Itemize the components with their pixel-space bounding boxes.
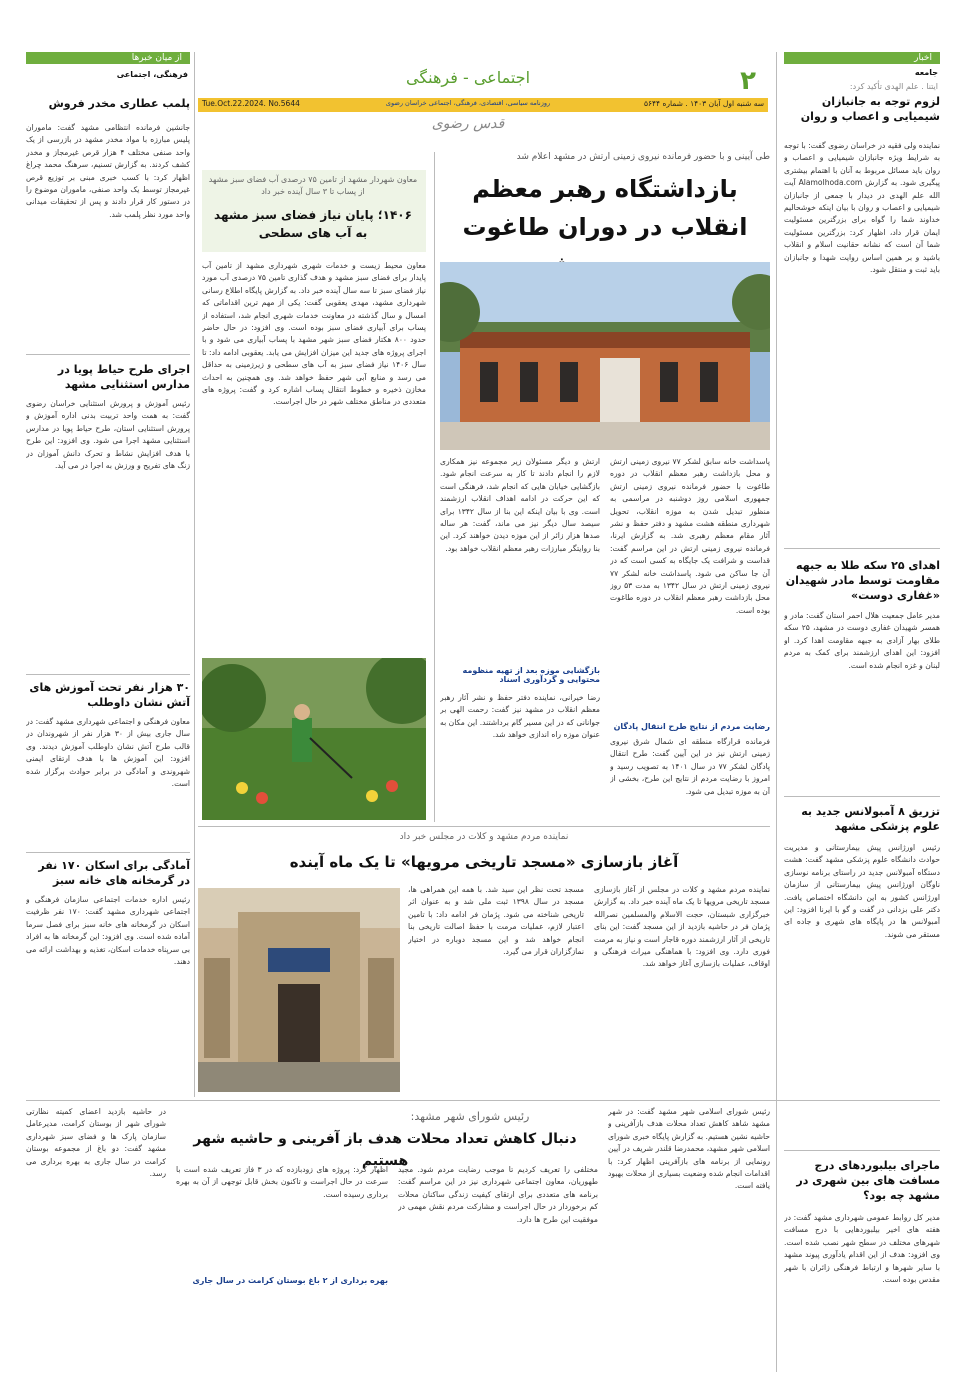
story-body: رئیس آموزش و پرورش استثنایی خراسان رضوی گفت: به همت واحد تربیت بدنی اداره آموزش و پرورش استثنایی استان، طرح حیاط پویا در مدارس استثنایی مشهد اجرا می شود. وی افزود: این طرح با هدف افزایش نشاط و تحرک دانش آموزان در زنگ های تفریح و ورزش به اجرا در می آید. — [26, 399, 190, 471]
right-column — [784, 52, 940, 1380]
story-title: اهدای ۲۵ سکه طلا به جبهه مقاومت توسط مادر شهیدان «غفاری دوست» — [785, 559, 940, 602]
lead-col1: پاسداشت خانه سابق لشکر ۷۷ نیروی زمینی ارتش و محل بازداشت رهبر معظم انقلاب در دوره طاغوت با حضور فرمانده نیروی زمینی ارتش جمهوری اسلامی روز دوشنبه در مراسمی به منظور تبدیل شدن به موزه انقلاب، تحویل شهرداری منطقه هشت مشهد و دفتر حفظ و نشر آثار مقام معظم رهبری شد. به گزارش ایرنا، فرمانده نیروی زمینی ارتش در این مراسم گفت: قداست و شرافت یک جایگاه به کسی است که در آن جا ساکن می شود. پاسداشت خانه لشکر ۷۷ نیروی زمینی ارتش در سال ۱۳۴۲ به مدت ۵۳ روز محل بازداشت رهبر معظم انقلاب در دوره طاغوت بوده است. — [610, 457, 770, 615]
story-title: اجرای طرح حیاط پویا در مدارس استثنایی مشهد — [57, 363, 190, 391]
story-title: پلمب عطاری مخدر فروش — [48, 97, 190, 110]
logo: قدس رضوی — [431, 116, 505, 132]
story-body: رئیس اورژانس پیش بیمارستانی و مدیریت حوادث دانشگاه علوم پزشکی مشهد گفت: هشت دستگاه آمبولانس جدید در راستای برنامه نوسازی ناوگان اورژانس پیش بیمارستانی از سازمان اورژانس کشور به این دانشگاه اختصاص یافت. دکتر علی بزدانی در گفت و گو با ایرنا افزود: این آمبولانس ها در پایگاه های شهری و جاده ای مستقر می شوند. — [784, 843, 940, 939]
lead-kicker: طی آیینی و با حضور فرمانده نیروی زمینی ارتش در مشهد اعلام شد — [516, 152, 770, 162]
bottom-far-left: در حاشیه بازدید اعضای کمیته نظارتی شورای شهر از بوستان کرامت، مدیرعامل سازمان پارک ها و فضای سبز شهرداری مشهد گفت: دو باغ از مجموعه بوستان کرامت در سال جاری به بهره برداری می رسد. — [26, 1107, 166, 1179]
story-body: معاون فرهنگی و اجتماعی شهرداری مشهد گفت: در سال جاری بیش از ۳۰ هزار نفر از شهروندان در قالب طرح آتش نشان داوطلب آموزش دیدند. وی افزود: این آموزش ها با هدف ارتقای ایمنی شهروندی و آمادگی در برابر حوادث برگزار شده است. — [26, 717, 190, 789]
story-title: آمادگی برای اسکان ۱۷۰ نفر در گرمخانه های خانه سبز — [38, 859, 190, 887]
story-body: جانشین فرمانده انتظامی مشهد گفت: ماموران پلیس مبارزه با مواد مخدر مشهد در بازرسی از یک واحد صنفی مختلف ۴ هزار قرص غیرمجاز و مخدر کشف کردند. به گزارش تسنیم، سرهنگ محمد چراغ اظهار کرد: با کسب خبری مبنی بر توزیع قرص غیرمجاز توسط یک واحد صنفی، ماموران موضوع را در دستور کار قرار دادند و پس از تحقیقات میدانی واحد مورد نظر پلمب شد. — [26, 123, 190, 219]
page-header — [198, 48, 768, 148]
museum-building-illustration — [440, 262, 770, 450]
middle-photo — [202, 658, 426, 820]
lead-title: بازداشتگاه رهبر معظم انقلاب در دوران طاغوت — [462, 175, 748, 241]
news-subtag: فرهنگی، اجتماعی — [116, 70, 188, 79]
mosque-story — [198, 832, 770, 1094]
page-number: ۲ — [740, 66, 756, 96]
mosque-kicker: نماینده مردم مشهد و کلات در مجلس خبر داد — [399, 832, 569, 842]
bottom-title: دنبال کاهش تعداد محلات هدف باز آفرینی و حاشیه شهر هستیم — [193, 1131, 577, 1169]
column-separator — [776, 52, 777, 1372]
header-subtitle: روزنامه سیاسی، اقتصادی، فرهنگی، اجتماعی خراسان رضوی — [385, 99, 551, 107]
story-title: لزوم توجه به جانبازان شیمیایی و اعصاب و روان — [800, 95, 940, 123]
date-en: Tue.Oct.22.2024. No.5644 — [202, 99, 300, 108]
divider — [26, 852, 190, 853]
lead-story — [440, 152, 770, 822]
divider — [784, 548, 940, 549]
section-title: اجتماعی - فرهنگی — [405, 68, 531, 87]
lead-col1b: فرمانده قرارگاه منطقه ای شمال شرق نیروی زمینی ارتش نیز در این آیین گفت: طرح انتقال پادگان لشکر ۷۷ در سال ۱۴۰۱ به تصویب رسید و امروز با رضایت مردم از نتایج این طرح، بخشی از آن به موزه تبدیل می شود. — [610, 737, 770, 796]
divider — [784, 1150, 940, 1151]
middle-kicker: معاون شهردار مشهد از تامین ۷۵ درصدی آب فضای سبز مشهد از پساب تا ۳ سال آینده خبر داد — [208, 175, 418, 196]
story-body: رئیس اداره خدمات اجتماعی سازمان فرهنگی و اجتماعی شهرداری مشهد گفت: ۱۷۰ نفر ظرفیت اسکان در گرمخانه های خانه سبز برای فصل سرما آماده شده است. وی افزود: این گرمخانه ها به افراد بی سرپناه خدمات اسکان، تغذیه و بهداشت ارائه می دهند. — [26, 895, 190, 967]
mosque-col-left: مسجد تحت نظر این سید شد. با همه این همراهی ها، مسجد در سال ۱۳۹۸ ثبت ملی شد و به عنوان اثر تاریخی شناخته می شود. پژمان فر ادامه داد: با تامین اعتبار لازم، عملیات مرمت با حفظ اصالت تاریخی بنا انجام خواهد شد و این مسجد دوباره در اختیار نمازگزاران قرار می گیرد. — [408, 885, 584, 957]
lead-col2b: رضا خیرانی، نماینده دفتر حفظ و نشر آثار رهبر معظم انقلاب در مشهد نیز گفت: رحمت الهی بر جوانانی که در این مسیر گام برداشتند. این مکان به عنوان موزه راه اندازی خواهد شد. — [440, 693, 600, 740]
news-kicker: ایتنا . علم الهدی تأکید کرد: — [849, 82, 938, 91]
column-separator — [194, 52, 195, 1097]
story-title: تزریق ۸ آمبولانس جدید به علوم پزشکی مشهد — [801, 805, 940, 833]
story-body: نماینده ولی فقیه در خراسان رضوی گفت: با توجه به شرایط ویژه جانبازان شیمیایی و اعصاب و روان باید مسائل مربوط به آنان با اهتمام بیشتری پیگیری شود. به گزارش Alamolhoda.com آیت الله علم الهدی در دیدار با جمعی از جانبازان شیمیایی و اعصاب و روان با بیان اینکه خوشحالیم خداوند شما را گواه برای بزرگترین مسئولیت ایمان قرار داد، اظهار کرد: بزرگترین مسئولیت شما آن است که نشانه حقانیت اسلام و انقلاب باشید و بر همین اساس روایت شهدا و جانبازان باید ثبت و منتقل شود. — [784, 141, 940, 275]
news-subtag: جامعه — [914, 68, 938, 77]
divider — [26, 674, 190, 675]
lead-photo — [440, 262, 770, 450]
bottom-kicker: رئیس شورای شهر مشهد: — [410, 1110, 530, 1123]
divider — [26, 354, 190, 355]
bottom-story — [172, 1106, 770, 1376]
left-column-lower — [26, 680, 190, 1100]
middle-title: ۱۴۰۶؛ پایان نیاز فضای سبز مشهد به آب های سطحی — [214, 208, 412, 240]
middle-story — [198, 152, 430, 822]
gardener-illustration — [202, 658, 426, 820]
mosque-illustration — [198, 888, 400, 1092]
mosque-col-right: نماینده مردم مشهد و کلات در مجلس از آغاز بازسازی مسجد تاریخی مرویها تا یک ماه آینده خبر داد. به گزارش خبرگزاری شبستان، حجت الاسلام والمسلمین نصرالله پژمان فر در حاشیه بازدید از این مسجد گفت: این بنای تاریخی از آثار ارزشمند دوره قاجار است و نیاز به مرمت فوری دارد. وی افزود: با هماهنگی میراث فرهنگی و اوقاف، عملیات بازسازی آغاز خواهد شد. — [594, 885, 770, 969]
lead-subhead: بازگشایی موزه بعد از تهیه منظومه محتوایی و گردآوری اسناد — [462, 666, 600, 684]
divider — [784, 796, 940, 797]
story-body: مدیر عامل جمعیت هلال احمر استان گفت: مادر و همسر شهیدان غفاری دوست در مشهد، ۲۵ سکه طلای بهار آزادی به جبهه مقاومت اهدا کرد. او افزود: این اهدای ارزشمند برای کمک به مردم لبنان و غزه انجام شده است. — [784, 611, 940, 670]
news-tag: اخبار — [784, 52, 940, 64]
column-separator — [434, 152, 435, 822]
middle-body: معاون محیط زیست و خدمات شهری شهرداری مشهد از تامین آب پایدار برای فضای سبز مشهد و هدف گذاری تامین ۷۵ درصدی آب مورد نیاز فضای سبز تا سه سال آینده خبر داد. به گزارش پایگاه اطلاع رسانی شهرداری مشهد، مهدی یعقوبی گفت: یکی از مهم ترین اقداماتی که امسال و سال گذشته در معاونت خدمات شهری انجام شد، استفاده از پساب برای آبیاری فضای سبز بوده است. وی افزود: در حال حاضر حدود ۸۰۰ هکتار فضای سبز شهر مشهد با پساب آبیاری می شود و با اجرای پروژه های جدید این میزان افزایش می یابد. یعقوبی ادامه داد: تا سال ۱۴۰۶ نیاز فضای سبز به آب های سطحی و زیرزمینی به حداقل می رسد و منابع آبی شهر حفظ خواهد شد. وی همچنین به احداث مخازن ذخیره و خطوط انتقال پساب اشاره کرد و گفت: پروژه های متعددی در مناطق مختلف شهر در حال اجراست. — [202, 261, 426, 407]
story-body: مدیر کل روابط عمومی شهرداری مشهد گفت: در هفته های اخیر بیلبوردهایی با درج مسافت شهرهای مختلف در سطح شهر نصب شده است. وی افزود: هدف از این اقدام یادآوری پیوند مشهد با سایر شهرها و ارتباط فرهنگی زائران با شهر مقدس بوده است. — [784, 1213, 940, 1285]
mosque-title: آغاز بازسازی «مسجد تاریخی مرویها» تا یک ماه آینده — [289, 853, 679, 871]
bottom-subhead: بهره برداری از ۲ باغ بوستان کرامت در سال جاری — [192, 1276, 388, 1285]
bottom-col-right: رئیس شورای اسلامی شهر مشهد گفت: در شهر مشهد شاهد کاهش تعداد محلات هدف بازآفرینی و حاشیه نشین هستیم. به گزارش پایگاه خبری شورای اسلامی شهر مشهد، محمدرضا قلندر شریف در آیین رونمایی از برنامه های بازآفرینی اظهار کرد: با اقدامات انجام شده وضعیت بسیاری از محلات بهبود یافته است. — [608, 1107, 770, 1191]
lead-col2: ارتش و دیگر مسئولان زیر مجموعه نیز همکاری لازم را انجام دادند تا کار به سرعت انجام شود. بازگشایی خیابان هایی که انجام شد، فرهنگی است که این حرکت در ادامه اهداف انقلاب ارزشمند است. وی با بیان اینکه این بنا از سال ۱۳۴۲ برای سیصد سال دیگر نیز می ماند، گفت: هر ساله صدها هزار زائر از این موزه دیدن خواهند کرد. این بنا روایتگر مبارزات رهبر معظم انقلاب خواهد بود. — [440, 457, 600, 553]
lead-subhead: رضایت مردم از نتایج طرح انتقال پادگان — [613, 722, 770, 731]
left-column — [26, 52, 190, 712]
bottom-col-left: اظهار کرد: پروژه های زودبازده که در ۳ فاز تعریف شده است با سرعت در حال اجراست و تاکنون بخش قابل توجهی از آن به بهره برداری رسیده است. — [176, 1165, 388, 1199]
news-tag: از میان خبرها — [26, 52, 190, 64]
date-fa: سه شنبه اول آبان ۱۴۰۳ . شماره ۵۶۴۴ — [643, 99, 764, 108]
story-title: ۳۰ هزار نفر تحت آموزش های آتش نشان داوطلب — [29, 681, 190, 709]
mosque-photo — [198, 888, 400, 1092]
section-divider — [198, 826, 770, 827]
section-divider — [26, 1100, 940, 1101]
story-title: ماجرای بیلبوردهای درج مسافت های بین شهری در مشهد چه بود؟ — [796, 1159, 940, 1202]
bottom-col-mid: مختلفی را تعریف کردیم تا موجب رضایت مردم شود. مجید طهوریان، معاون اجتماعی شهرداری نیز در این مراسم گفت: برنامه های متعددی برای ارتقای کیفیت زندگی ساکنان محلات کم برخوردار در حال اجراست و مشارکت مردم نقش مهمی در موفقیت این طرح ها دارد. — [398, 1165, 598, 1224]
